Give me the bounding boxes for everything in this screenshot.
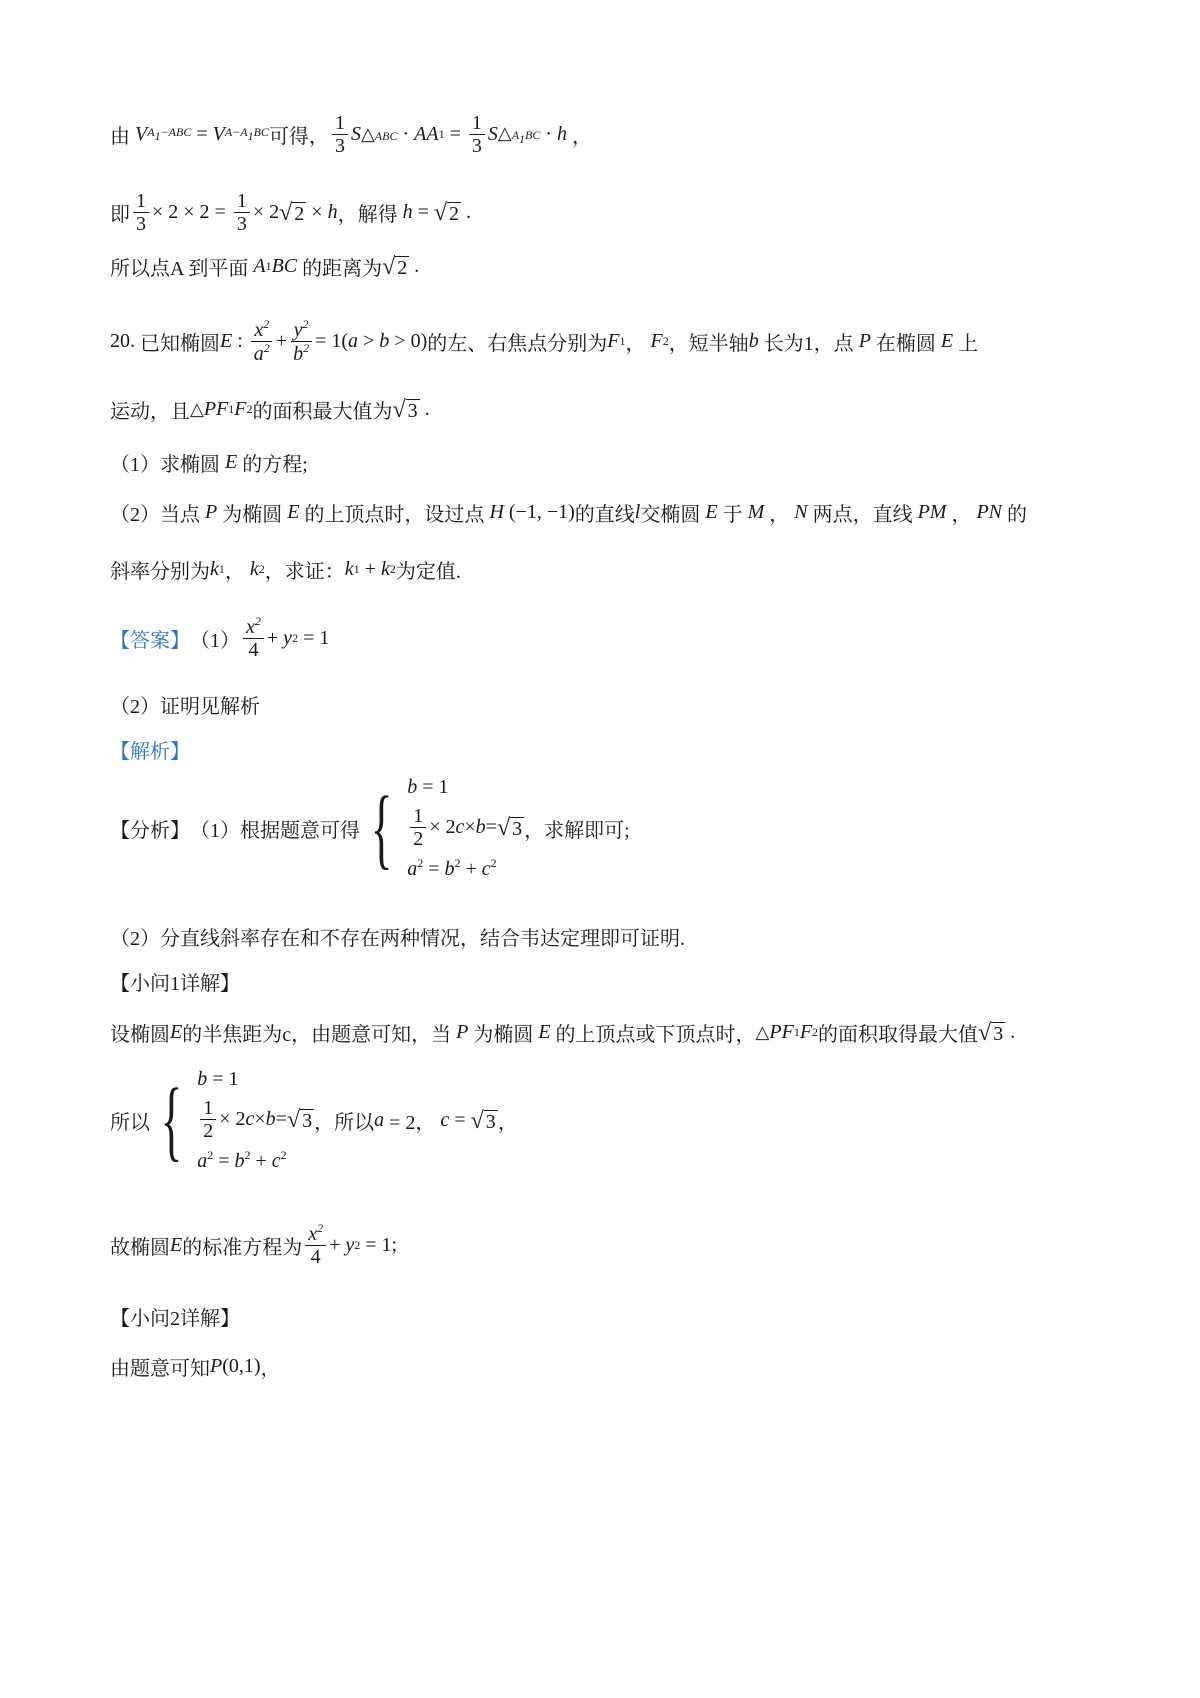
text: 的	[1007, 504, 1028, 526]
subquestion-1-heading	[110, 967, 240, 996]
text: （2）证明见解析	[110, 696, 260, 718]
analysis-part-2	[110, 922, 685, 951]
equation-system: { b = 1 $\frac{1}{2}$ × 2 c × b = √ 3 $a^2 = b^2 + c^2$	[160, 1068, 313, 1172]
equation-system: { b = 1 $\frac{1}{2}$ × 2 c × b = √ 3 $a^2 = b^2 + c^2$	[370, 776, 523, 880]
text: 所以点A 到平面	[110, 258, 249, 280]
analysis-label: 【解析】	[110, 741, 190, 763]
subquestion-2-heading	[110, 1302, 240, 1331]
text: 于	[722, 504, 743, 526]
question-part-2-line1: （2）当点 P 为椭圆 E 的上顶点时，设过点 H (−1, −1) 的直线 l 交椭圆 E 于 M ， N 两点，直线 PM ， PN 的	[110, 498, 1027, 527]
text: 即	[110, 204, 130, 226]
text: ，求证：	[264, 561, 345, 583]
text: ，解得	[337, 204, 398, 226]
fenxi-label: 【分析】	[110, 820, 190, 842]
text: 长为1，点	[763, 333, 854, 355]
detail-1-system: 所以 { b = 1 $\frac{1}{2}$ × 2 c × b = √ 3 $a^2 = b^2 + c^2$ ，所以 a = 2， c = √ 3 ，	[110, 1068, 518, 1172]
volume-equation-line: 由 V $A_1-ABC$ = V $A-A_1BC$ 可得， $\frac{1}{3}$ S △ABC · AA 1 = $\frac{1}{3}$ S $\triangle A_1BC$ · h ，	[110, 112, 593, 157]
text: 【小问2详解】	[110, 1308, 240, 1330]
text: 的方程;	[242, 454, 308, 476]
text: 的直线	[574, 504, 635, 526]
text: （2）当点	[110, 504, 200, 526]
text: 设椭圆	[110, 1024, 170, 1046]
text: 为定值.	[395, 561, 461, 583]
text: 斜率分别为	[110, 561, 210, 583]
text: ，	[497, 1112, 518, 1134]
distance-conclusion-line: 所以点A 到平面 A 1 BC 的距离为 √ 2 .	[110, 253, 420, 280]
text: （1）根据题意可得	[190, 820, 360, 842]
question-part-2-line2: 斜率分别为 k 1 ， k 2 ，求证： k 1 + k 2 为定值.	[110, 555, 461, 584]
answer-part-2	[110, 690, 260, 719]
text: （1）	[190, 629, 240, 652]
fraction: $\frac{1}{3}$	[332, 112, 348, 157]
text: 的左、右焦点分别为	[427, 333, 608, 355]
text: ，短半轴	[668, 333, 749, 355]
text: 上	[958, 333, 979, 355]
question-part-1: （1）求椭圆 E 的方程;	[110, 448, 308, 477]
analysis-label-line	[110, 735, 190, 764]
text: （2）分直线斜率存在和不存在两种情况，结合韦达定理即可证明.	[110, 928, 685, 950]
detail-1-line: 设椭圆 E 的半焦距为c，由题意可知，当 P 为椭圆 E 的上顶点或下顶点时， △ PF 1 F 2 的面积取得最大值 √ 3 .	[110, 1019, 1016, 1046]
text: 【小问1详解】	[110, 973, 240, 995]
text: 故椭圆	[110, 1236, 170, 1259]
text: 可得，	[268, 126, 329, 148]
text: （1）求椭圆	[110, 454, 220, 476]
text: 的半焦距为c，由题意可知，当	[182, 1024, 452, 1046]
text: 两点，直线	[812, 504, 913, 526]
question-20-line1: 20. 已知椭圆 E : $\frac{x^2}{a^2}$ + $\frac{y^2}{b^2}$ = 1( a > b > 0) 的左、右焦点分别为 F 1 ， F 2 ，短半轴 b 长为1，点 P 在椭圆 E 上	[110, 317, 979, 365]
text: 的面积最大值为	[252, 401, 393, 423]
text: 已知椭圆	[140, 333, 220, 355]
solve-h-line: 即 $\frac{1}{3}$ × 2 × 2 = $\frac{1}{3}$ × 2 √ 2 × h ，解得 h = √ 2 .	[110, 190, 472, 235]
text: 由	[110, 126, 130, 148]
standard-equation-line: 故椭圆 E 的标准方程为 $\frac{x^2}{4}$ + y 2 = 1;	[110, 1221, 398, 1268]
text: 的上顶点或下顶点时，	[555, 1024, 756, 1046]
text: 为椭圆	[222, 504, 283, 526]
text: 由题意可知	[110, 1358, 210, 1380]
text: 的面积取得最大值	[818, 1024, 979, 1046]
analysis-part-1	[110, 776, 630, 881]
text: ，所以	[314, 1112, 375, 1134]
answer-line: 【答案】 （1） $\frac{x^2}{4}$ + y 2 = 1	[110, 614, 330, 661]
text: 的上顶点时，设过点	[304, 504, 485, 526]
answer-label: 【答案】	[110, 629, 190, 652]
text: 在椭圆	[875, 333, 936, 355]
question-20-line2: 运动，且 △ PF 1 F 2 的面积最大值为 √ 3 .	[110, 396, 430, 423]
text: 所以	[110, 1112, 150, 1134]
text: ，	[260, 1358, 281, 1380]
text: 的标准方程为	[182, 1236, 303, 1259]
question-number: 20.	[110, 330, 135, 352]
text: 运动，且	[110, 401, 190, 423]
text: ，求解即可;	[524, 820, 630, 842]
text: 的距离为	[302, 258, 383, 280]
final-line: 由题意可知 P (0,1) ，	[110, 1352, 281, 1381]
text: 为椭圆	[473, 1024, 534, 1046]
text: 交椭圆	[640, 504, 701, 526]
fraction: $\frac{1}{3}$	[469, 112, 485, 157]
